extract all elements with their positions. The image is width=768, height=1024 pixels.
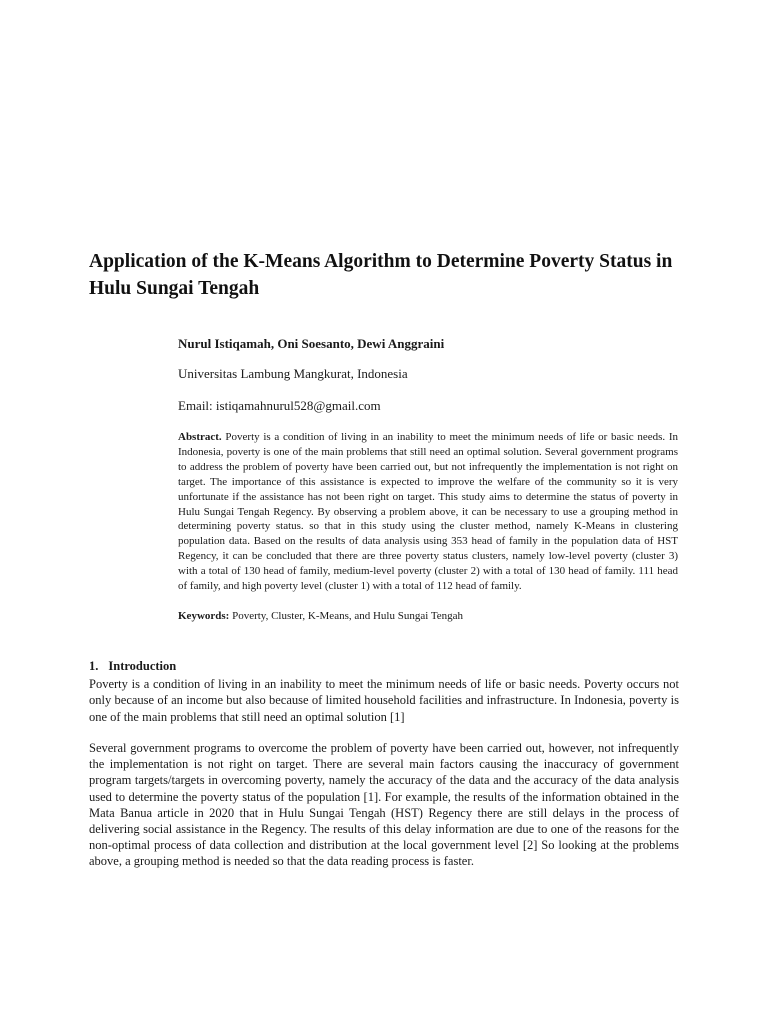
abstract-label: Abstract. [178,431,222,443]
introduction-paragraph-1: Poverty is a condition of living in an inability to meet the minimum needs of life or basic needs. Poverty occurs not only because of an income but also because of limited household facilities and infrastructure. In Indonesia, poverty is one of the main problems that still need an optimal solution [1] [89,677,679,724]
abstract-text: Poverty is a condition of living in an inability to meet the minimum needs of life or basic needs. In Indonesia, poverty is one of the main problems that still need an optimal solution. Several government programs to address the problem of poverty have been carried out, but not infrequently the implementation is not right on target. The importance of this assistance is expected to improve the welfare of the community so it is very unfortunate if the assistance has not been right on target. This study aims to determine the status of poverty in Hulu Sungai Tengah Regency. By observing a problem above, it can be necessary to use a grouping method in determining poverty status. so that in this study using the cluster method, namely K-Means in clustering population data. Based on the results of data analysis using 353 head of family in the population data of HST Regency, it can be concluded that there are three poverty status clusters, namely low-level poverty (cluster 3) with a total of 130 head of family, medium-level poverty (cluster 2) with a total of 130 head of family. 111 head of family, and high poverty level (cluster 1) with a total of 112 head of family. [178,431,679,593]
introduction-paragraph-2: Several government programs to overcome the problem of poverty have been carried out, however, not infrequently the implementation is not right on target. There are several main factors causing the inaccuracy of government program targets/targets in overcoming poverty, namely the accuracy of the data and the accuracy of the data analysis used to determine the poverty status of the population [1]. For example, the results of the information obtained in the Mata Banua article in 2020 that in Hulu Sungai Tengah (HST) Regency there are still delays in the process of delivering social assistance in the Regency. The results of this delay information are due to one of the reasons for the non-optimal process of data collection and distribution at the local government level [2] So looking at the problems above, a grouping method is needed so that the data reading process is faster. [89,741,679,869]
keywords-text: Poverty, Cluster, K-Means, and Hulu Sungai Tengah [232,610,464,622]
keywords-label: Keywords: [178,610,230,622]
author-list: Nurul Istiqamah, Oni Soesanto, Dewi Anggraini [178,336,445,351]
abstract [178,430,678,594]
paper-title: Application of the K-Means Algorithm to Determine Poverty Status in Hulu Sungai Tengah [89,251,673,299]
section-heading-introduction [89,659,176,674]
author-affiliation: Universitas Lambung Mangkurat, Indonesia [178,366,408,381]
keywords [178,609,678,624]
section-number: 1. [89,659,99,673]
section-title: Introduction [108,659,177,673]
author-email: Email: istiqamahnurul528@gmail.com [178,398,381,413]
